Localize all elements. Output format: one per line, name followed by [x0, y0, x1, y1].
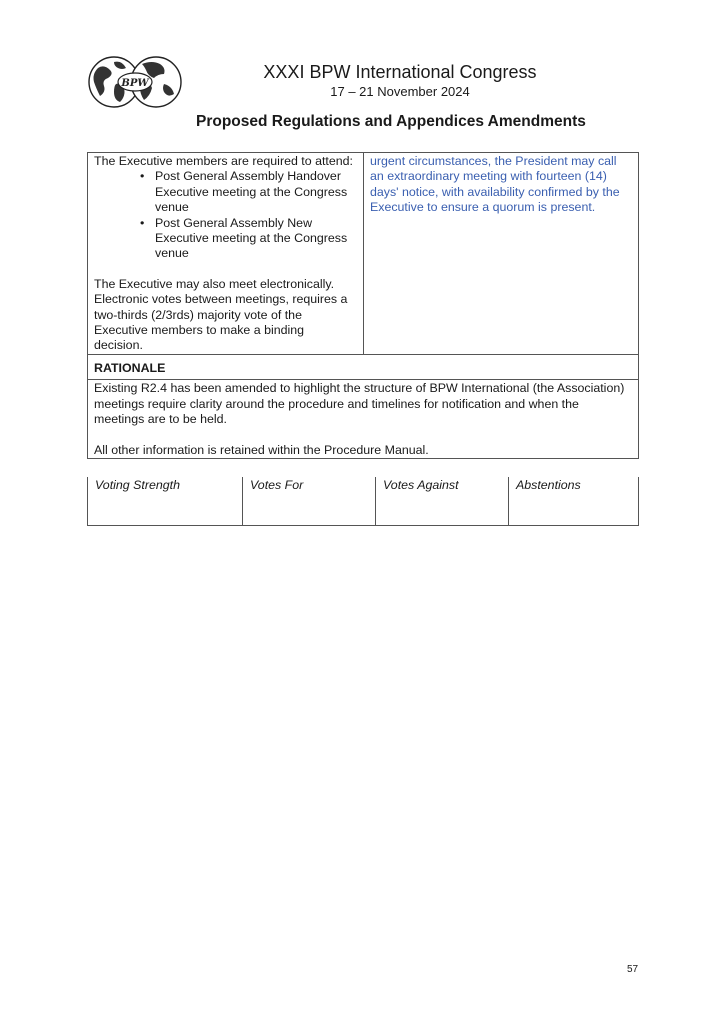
page-number: 57	[627, 964, 639, 975]
voting-strength-cell: Voting Strength	[88, 477, 243, 526]
bullet-item: • Post General Assembly Handover Executive meeting at the Congress venue	[155, 169, 356, 215]
bullet-item: • Post General Assembly New Executive meeting at the Congress venue	[155, 216, 356, 262]
left-intro: The Executive members are required to attend:	[94, 154, 353, 168]
rationale-body-row	[88, 380, 639, 459]
current-text-cell	[88, 153, 364, 355]
bpw-logo	[86, 54, 184, 110]
left-closing: The Executive may also meet electronically. Electronic votes between meetings, requires a two-thirds (2/3rds) majority vote of the Executive members to make a binding decision.	[94, 276, 348, 353]
svg-text:BPW: BPW	[121, 78, 149, 89]
proposed-text-cell	[364, 153, 639, 355]
voting-row	[88, 477, 639, 526]
rationale-heading: RATIONALE	[88, 354, 639, 379]
rationale-paragraph: All other information is retained within the Procedure Manual.	[94, 442, 429, 457]
voting-table	[87, 477, 639, 526]
rationale-heading-row	[88, 354, 639, 379]
rationale-body	[88, 380, 639, 459]
abstentions-cell: Abstentions	[509, 477, 639, 526]
congress-title: XXXI BPW International Congress	[263, 62, 537, 82]
amendment-table	[87, 152, 639, 459]
document-subtitle: Proposed Regulations and Appendices Amendments	[196, 113, 586, 130]
proposed-text: urgent circumstances, the President may call an extraordinary meeting with fourteen (14) days' notice, with availability confirmed by the Executive to ensure a quorum is present.	[370, 154, 620, 215]
bullet-list	[94, 169, 356, 261]
votes-against-cell: Votes Against	[376, 477, 509, 526]
congress-dates: 17 – 21 November 2024	[330, 84, 470, 99]
amendment-row	[88, 153, 639, 355]
rationale-paragraph: Existing R2.4 has been amended to highlight the structure of BPW International (the Association) meetings require clarity around the procedure and timelines for notification and when the meetings are to be held.	[94, 381, 625, 427]
votes-for-cell: Votes For	[243, 477, 376, 526]
